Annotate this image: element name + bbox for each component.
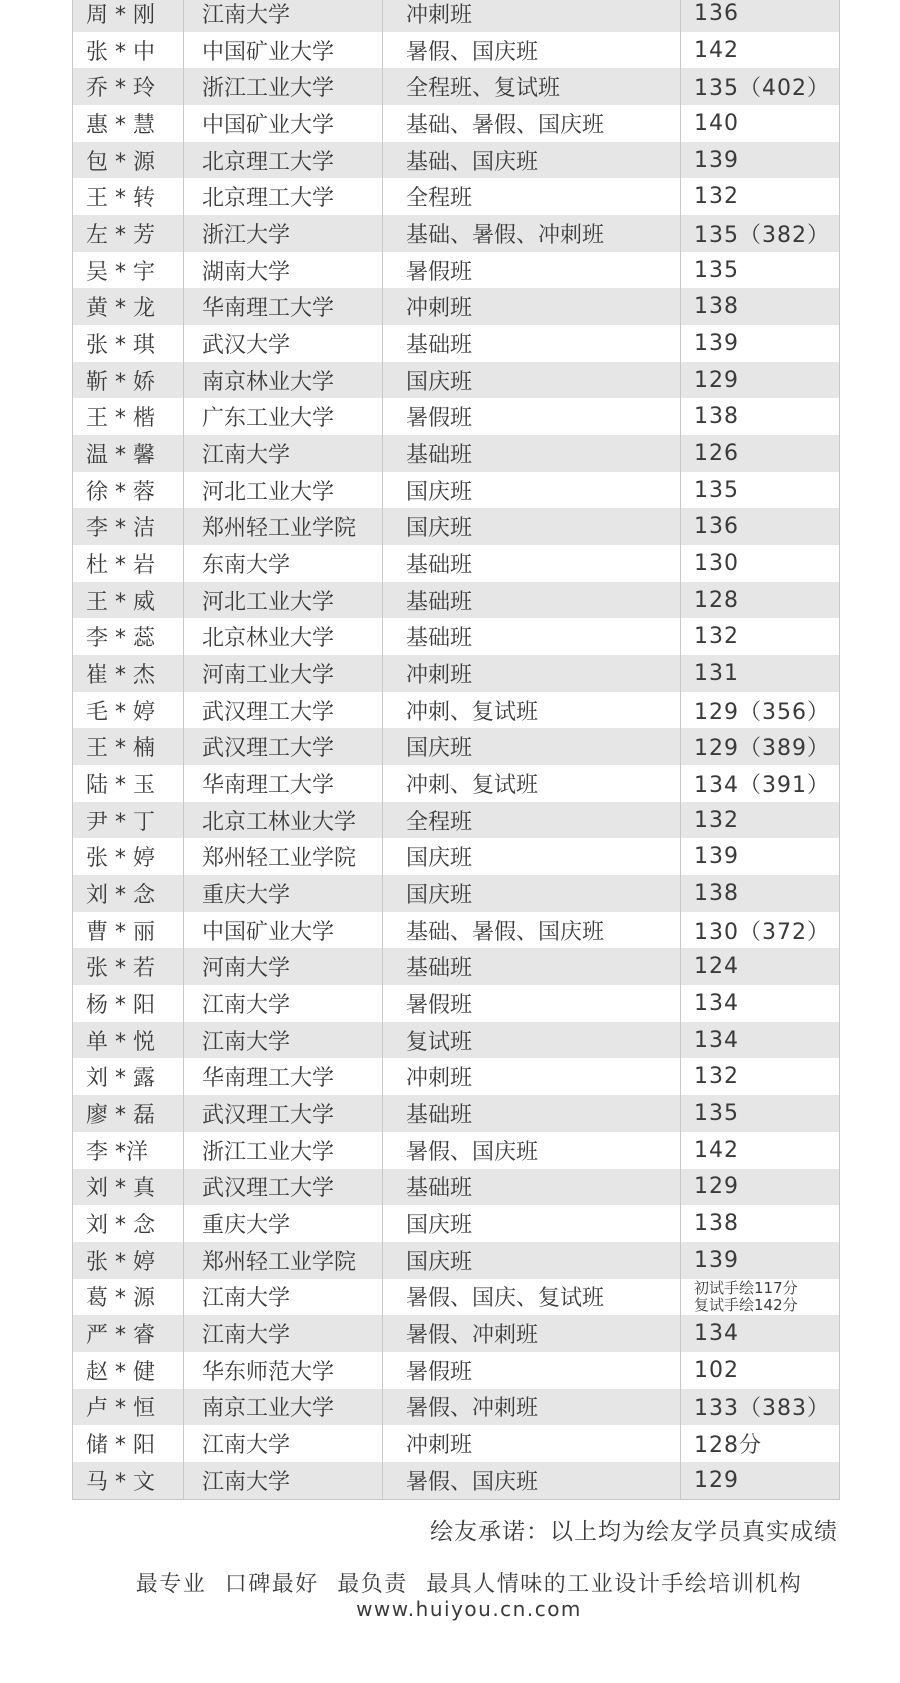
table-row [73,508,839,545]
school-cell: 广东工业大学 [184,398,383,435]
school-cell: 武汉理工大学 [184,728,383,765]
score-cell: 132 [694,184,739,210]
score-note: 复试手绘142分 [694,1295,798,1314]
score-cell: 131 [694,660,739,686]
table-row [73,1352,839,1389]
school-cell: 浙江工业大学 [184,1132,383,1169]
class-cell: 冲刺班 [383,288,681,325]
student-name-cell: 左 * 芳 [73,215,184,252]
class-cell: 基础班 [383,435,681,472]
student-name-cell: 刘 * 露 [73,1058,184,1095]
table-row [73,765,839,802]
table-row [73,728,839,765]
student-name-cell: 李 *洋 [73,1132,184,1169]
table-row [73,1279,839,1316]
score-cell: 128 [694,587,739,613]
school-cell: 重庆大学 [184,875,383,912]
class-cell: 全程班 [383,178,681,215]
school-cell: 北京理工大学 [184,142,383,179]
score-cell: 142 [694,1137,739,1163]
school-cell: 河北工业大学 [184,472,383,509]
score-cell: 138 [694,1211,739,1236]
class-cell: 国庆班 [383,472,681,509]
table-row [73,472,839,509]
results-table [72,0,840,1500]
student-name-cell: 单 * 悦 [73,1022,184,1059]
class-cell: 全程班 [383,802,681,839]
score-cell: 129（356） [694,699,830,725]
school-cell: 华南理工大学 [184,765,383,802]
school-cell: 东南大学 [184,545,383,582]
student-name-cell: 刘 * 真 [73,1169,184,1206]
school-cell: 中国矿业大学 [184,105,383,142]
student-name-cell: 靳 * 娇 [73,362,184,399]
student-name-cell: 张 * 中 [73,32,184,69]
school-cell: 江南大学 [184,0,383,32]
score-cell: 135 [694,257,739,283]
class-cell: 暑假、冲刺班 [383,1315,681,1352]
class-cell: 国庆班 [383,1242,681,1279]
school-cell: 河北工业大学 [184,582,383,619]
school-cell: 中国矿业大学 [184,32,383,69]
student-name-cell: 尹 * 丁 [73,802,184,839]
student-name-cell: 王 * 转 [73,178,184,215]
score-cell: 130（372） [694,919,830,945]
school-cell: 南京林业大学 [184,362,383,399]
score-cell: 138 [694,404,739,430]
class-cell: 基础班 [383,1095,681,1132]
table-row [73,582,839,619]
table-row [73,398,839,435]
student-name-cell: 马 * 文 [73,1462,184,1499]
student-name-cell: 储 * 阳 [73,1425,184,1462]
table-row [73,1205,839,1242]
table-row [73,178,839,215]
table-row [73,1425,839,1462]
class-cell: 国庆班 [383,1205,681,1242]
student-name-cell: 惠 * 慧 [73,105,184,142]
score-note: 初试手绘117分 [694,1278,798,1297]
class-cell: 基础班 [383,325,681,362]
school-cell: 武汉大学 [184,325,383,362]
score-cell: 102 [694,1357,739,1383]
table-row [73,1095,839,1132]
student-name-cell: 王 * 楷 [73,398,184,435]
class-cell: 基础班 [383,948,681,985]
score-cell: 134 [694,990,739,1016]
student-name-cell: 卢 * 恒 [73,1389,184,1426]
student-name-cell: 毛 * 婷 [73,692,184,729]
class-cell: 基础班 [383,1169,681,1206]
school-cell: 华东师范大学 [184,1352,383,1389]
score-cell: 139 [694,844,739,870]
school-cell: 河南大学 [184,948,383,985]
table-row [73,655,839,692]
school-cell: 华南理工大学 [184,1058,383,1095]
table-row [73,288,839,325]
class-cell: 全程班、复试班 [383,68,681,105]
student-name-cell: 杨 * 阳 [73,985,184,1022]
table-row [73,545,839,582]
class-cell: 暑假、国庆班 [383,1462,681,1499]
school-cell: 中国矿业大学 [184,912,383,949]
school-cell: 郑州轻工业学院 [184,838,383,875]
student-name-cell: 张 * 婷 [73,838,184,875]
table-row [73,1132,839,1169]
student-name-cell: 乔 * 玲 [73,68,184,105]
student-name-cell: 黄 * 龙 [73,288,184,325]
table-row [73,1242,839,1279]
student-name-cell: 李 * 洁 [73,508,184,545]
class-cell: 暑假班 [383,985,681,1022]
school-cell: 郑州轻工业学院 [184,508,383,545]
school-cell: 北京林业大学 [184,618,383,655]
score-cell: 129 [694,367,739,393]
student-name-cell: 王 * 楠 [73,728,184,765]
school-cell: 武汉理工大学 [184,1095,383,1132]
score-cell: 142 [694,37,739,63]
school-cell: 江南大学 [184,1425,383,1462]
student-name-cell: 崔 * 杰 [73,655,184,692]
school-cell: 湖南大学 [184,252,383,289]
school-cell: 武汉理工大学 [184,1169,383,1206]
student-name-cell: 王 * 威 [73,582,184,619]
class-cell: 冲刺班 [383,1425,681,1462]
slogan-text: 最专业 口碑最好 最负责 最具人情味的工业设计手绘培训机构 [135,1572,803,1597]
website-link[interactable]: www.huiyou.cn.com [356,1597,582,1621]
student-name-cell: 张 * 婷 [73,1242,184,1279]
class-cell: 暑假、国庆班 [383,32,681,69]
student-name-cell: 张 * 琪 [73,325,184,362]
score-cell: 132 [694,807,739,833]
score-cell: 129 [694,1467,739,1493]
school-cell: 江南大学 [184,985,383,1022]
class-cell: 冲刺、复试班 [383,765,681,802]
school-cell: 南京工业大学 [184,1389,383,1426]
school-cell: 江南大学 [184,1462,383,1499]
table-row [73,875,839,912]
school-cell: 江南大学 [184,1279,383,1316]
class-cell: 国庆班 [383,508,681,545]
student-name-cell: 李 * 蕊 [73,618,184,655]
score-cell: 134 [694,1027,739,1053]
table-row [73,215,839,252]
student-name-cell: 张 * 若 [73,948,184,985]
table-row [73,1169,839,1206]
table-row [73,1389,839,1426]
score-cell: 139 [694,330,739,356]
table-row [73,802,839,839]
student-name-cell: 廖 * 磊 [73,1095,184,1132]
score-cell: 134（391） [694,772,830,798]
school-cell: 浙江大学 [184,215,383,252]
score-cell: 136 [694,514,739,540]
class-cell: 暑假、国庆班 [383,1132,681,1169]
school-cell: 江南大学 [184,1022,383,1059]
table-row [73,325,839,362]
class-cell: 暑假班 [383,398,681,435]
table-row [73,1462,839,1499]
school-cell: 武汉理工大学 [184,692,383,729]
class-cell: 冲刺班 [383,1058,681,1095]
school-cell: 重庆大学 [184,1205,383,1242]
score-cell: 129 [694,1174,739,1200]
class-cell: 国庆班 [383,728,681,765]
table-row [73,838,839,875]
school-cell: 北京理工大学 [184,178,383,215]
class-cell: 暑假班 [383,252,681,289]
score-cell: 139 [694,147,739,173]
student-name-cell: 吴 * 宇 [73,252,184,289]
score-cell: 128分 [694,1433,762,1459]
student-name-cell: 周 * 刚 [73,0,184,32]
class-cell: 复试班 [383,1022,681,1059]
class-cell: 冲刺班 [383,0,681,32]
school-cell: 华南理工大学 [184,288,383,325]
school-cell: 江南大学 [184,435,383,472]
class-cell: 基础、暑假、冲刺班 [383,215,681,252]
commitment-text: 绘友承诺：以上均为绘友学员真实成绩 [430,1519,838,1545]
score-cell: 139 [694,1247,739,1273]
table-row [73,435,839,472]
class-cell: 基础班 [383,618,681,655]
table-row [73,1315,839,1352]
student-name-cell: 严 * 睿 [73,1315,184,1352]
class-cell: 基础班 [383,545,681,582]
class-cell: 冲刺、复试班 [383,692,681,729]
score-cell: 138 [694,880,739,906]
class-cell: 国庆班 [383,875,681,912]
table-row [73,105,839,142]
table-row [73,985,839,1022]
student-name-cell: 徐 * 蓉 [73,472,184,509]
table-row [73,1022,839,1059]
class-cell: 国庆班 [383,362,681,399]
table-row [73,1058,839,1095]
class-cell: 暑假、国庆、复试班 [383,1279,681,1316]
score-cell: 135（402） [694,76,830,102]
score-cell: 136 [694,0,739,26]
score-cell: 138 [694,294,739,320]
student-name-cell: 陆 * 玉 [73,765,184,802]
student-name-cell: 刘 * 念 [73,875,184,912]
class-cell: 暑假、冲刺班 [383,1389,681,1426]
school-cell: 郑州轻工业学院 [184,1242,383,1279]
class-cell: 基础班 [383,582,681,619]
student-name-cell: 杜 * 岩 [73,545,184,582]
class-cell: 暑假班 [383,1352,681,1389]
score-cell [681,1279,839,1316]
score-cell: 130 [694,550,739,576]
score-cell: 126 [694,440,739,466]
score-cell: 135 [694,1100,739,1126]
table-row [73,948,839,985]
score-cell: 134 [694,1321,739,1347]
score-cell: 133（383） [694,1396,830,1422]
table-row [73,362,839,399]
class-cell: 国庆班 [383,838,681,875]
score-cell: 132 [694,624,739,650]
class-cell: 基础、暑假、国庆班 [383,105,681,142]
table-row [73,68,839,105]
score-cell: 124 [694,954,739,980]
student-name-cell: 赵 * 健 [73,1352,184,1389]
school-cell: 北京工林业大学 [184,802,383,839]
student-name-cell: 葛 * 源 [73,1279,184,1316]
score-cell: 135 [694,477,739,503]
class-cell: 基础、暑假、国庆班 [383,912,681,949]
student-name-cell: 曹 * 丽 [73,912,184,949]
class-cell: 冲刺班 [383,655,681,692]
table-row [73,142,839,179]
table-row [73,32,839,69]
school-cell: 浙江工业大学 [184,68,383,105]
score-cell: 140 [694,110,739,136]
score-cell: 132 [694,1064,739,1090]
table-row [73,618,839,655]
table-row [73,912,839,949]
school-cell: 河南工业大学 [184,655,383,692]
student-name-cell: 刘 * 念 [73,1205,184,1242]
table-row [73,0,839,32]
score-cell: 135（382） [694,222,830,248]
class-cell: 基础、国庆班 [383,142,681,179]
school-cell: 江南大学 [184,1315,383,1352]
table-row [73,252,839,289]
student-name-cell: 包 * 源 [73,142,184,179]
score-cell: 129（389） [694,736,830,762]
table-row [73,692,839,729]
student-name-cell: 温 * 馨 [73,435,184,472]
